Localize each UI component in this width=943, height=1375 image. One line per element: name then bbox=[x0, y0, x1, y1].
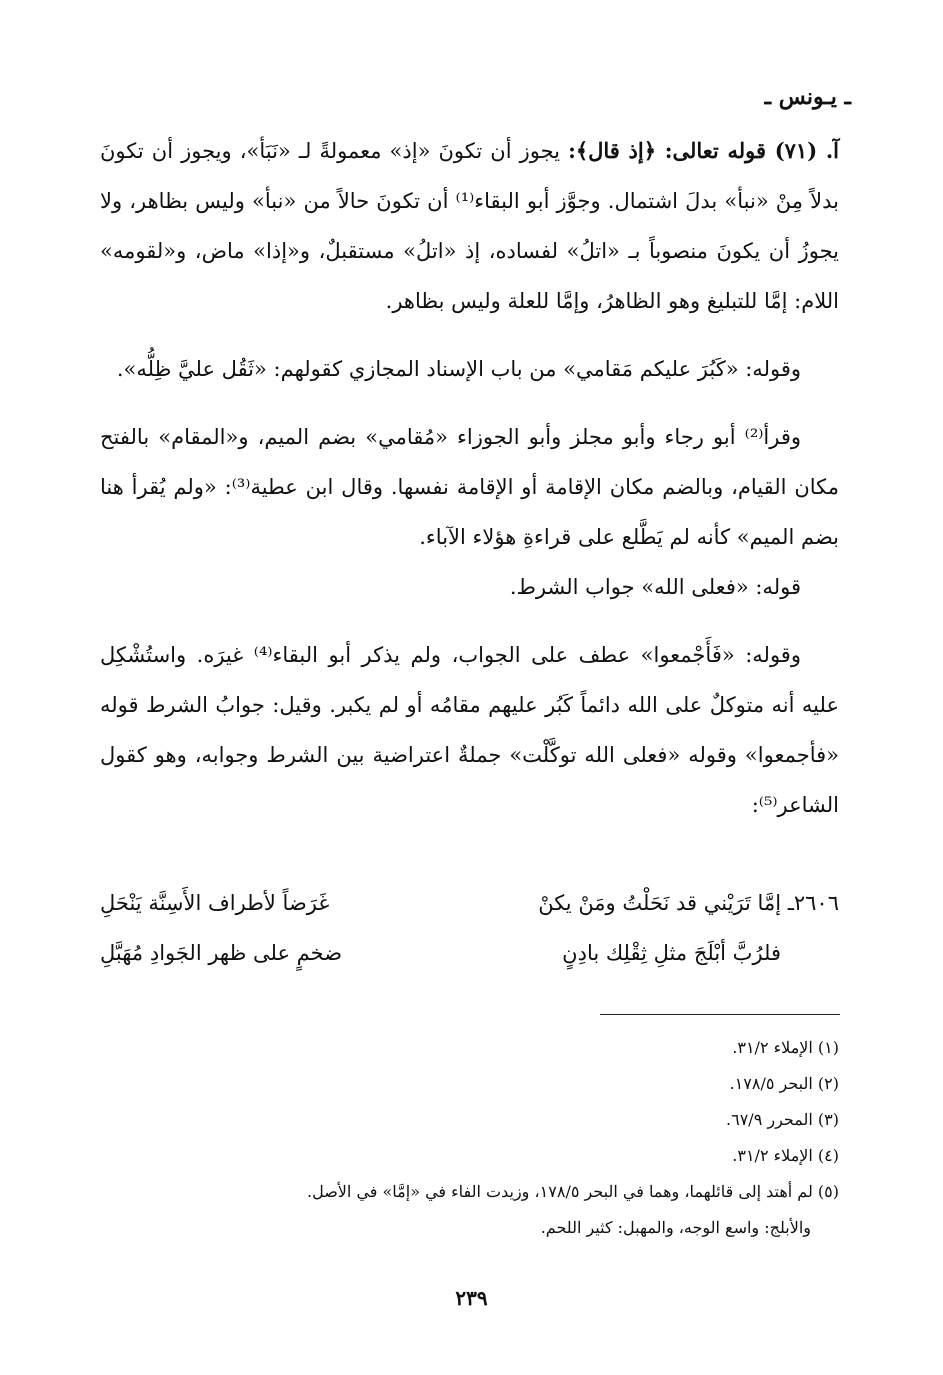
footnote-5-continuation: والأبلج: واسع الوجه، والمهبل: كثير اللحم. bbox=[540, 1218, 811, 1237]
paragraph-2: وقوله: «كَبُرَ عليكم مَقامي» من باب الإسناد المجازي كقولهم: «ثَقُل عليَّ ظِلُّه». bbox=[116, 357, 801, 381]
hemistich-first: فلرُبَّ أبْلَجَ مثلِ ثِقْلِك بادِنٍ bbox=[562, 941, 782, 965]
verse-line-1 bbox=[100, 878, 839, 928]
hemistich-second: غَرَضاً لأطراف الأَسِنَّة يَنْحَلِ bbox=[100, 891, 330, 915]
main-text bbox=[100, 126, 839, 830]
verse-line-2 bbox=[100, 928, 839, 978]
footnote-separator bbox=[600, 1014, 840, 1015]
verse-number: ٢٦٠٦ـ bbox=[787, 891, 839, 915]
footnote-3: (٣) المحرر ٦٧/٩. bbox=[726, 1110, 839, 1129]
footnote-2: (٢) البحر ١٧٨/٥. bbox=[729, 1074, 839, 1093]
hemistich-first: ٢٦٠٦ـ إمَّا تَرَيْني قد نَحَلْتُ ومَنْ يكنْ bbox=[538, 891, 839, 915]
footnote-4: (٤) الإملاء ٣١/٢. bbox=[732, 1146, 839, 1165]
hemistich-second: ضخمٍ على ظهر الجَوادِ مُهَبَّلِ bbox=[100, 941, 343, 965]
footnote-1: (١) الإملاء ٣١/٢. bbox=[732, 1038, 839, 1057]
page-number: ٢٣٩ bbox=[455, 1286, 488, 1310]
verse-reference: آ. (٧١) قوله تعالى: ﴿إذ قال﴾: bbox=[568, 138, 839, 163]
running-head: ـ يـونس ـ bbox=[764, 84, 851, 110]
paragraph-5: وقوله: «فَأَجْمعوا» عطف على الجواب، ولم يذكر أبو البقاء⁽⁴⁾ غيرَه. واستُشْكِل عليه أنه متوكلٌ على الله دائماً كَبُر عليهم مقامُه أو لم يكبر. وقيل: جوابُ الشرط قوله «فأجمعوا» وقوله «فعلى الله توكَّلْت» جملةٌ اعتراضية بين الشرط وجوابه، وهو كقول الشاعر⁽⁵⁾: bbox=[100, 643, 839, 817]
footnotes bbox=[100, 1030, 839, 1246]
poetry-verse bbox=[100, 878, 839, 978]
paragraph-3: وقرأ⁽²⁾ أبو رجاء وأبو مجلز وأبو الجوزاء «مُقامي» بضم الميم، و«المقام» بالفتح مكان القيام، وبالضم مكان الإقامة أو الإقامة نفسها. وقال ابن عطية⁽³⁾: «ولم يُقرأ هنا بضم الميم» كأنه لم يَطَّلع على قراءةِ هؤلاء الآباء. bbox=[100, 425, 839, 549]
paragraph-1 bbox=[100, 126, 839, 326]
footnote-5: (٥) لم أهتد إلى قائلهما، وهما في البحر ١٧٨/٥، وزيدت الفاء في «إمَّا» في الأصل. bbox=[307, 1182, 839, 1201]
paragraph-text: يجوز أن تكونَ «إذ» معمولةً لـ «نَبَأ»، ويجوز أن تكونَ بدلاً مِنْ «نبأ» بدلَ اشتمال. وجوَّز أبو البقاء⁽¹⁾ أن تكونَ حالاً من «نبأ» وليس بظاهر، ولا يجوزُ أن يكونَ منصوباً بـ «اتلُ» لفساده، إذ «اتلُ» مستقبلٌ، و«إذا» ماض، و«لقومه» اللام: إمَّا للتبليغ وهو الظاهرُ، وإمَّا للعلة وليس بظاهر. bbox=[100, 139, 839, 313]
paragraph-4: قوله: «فعلى الله» جواب الشرط. bbox=[509, 575, 801, 599]
